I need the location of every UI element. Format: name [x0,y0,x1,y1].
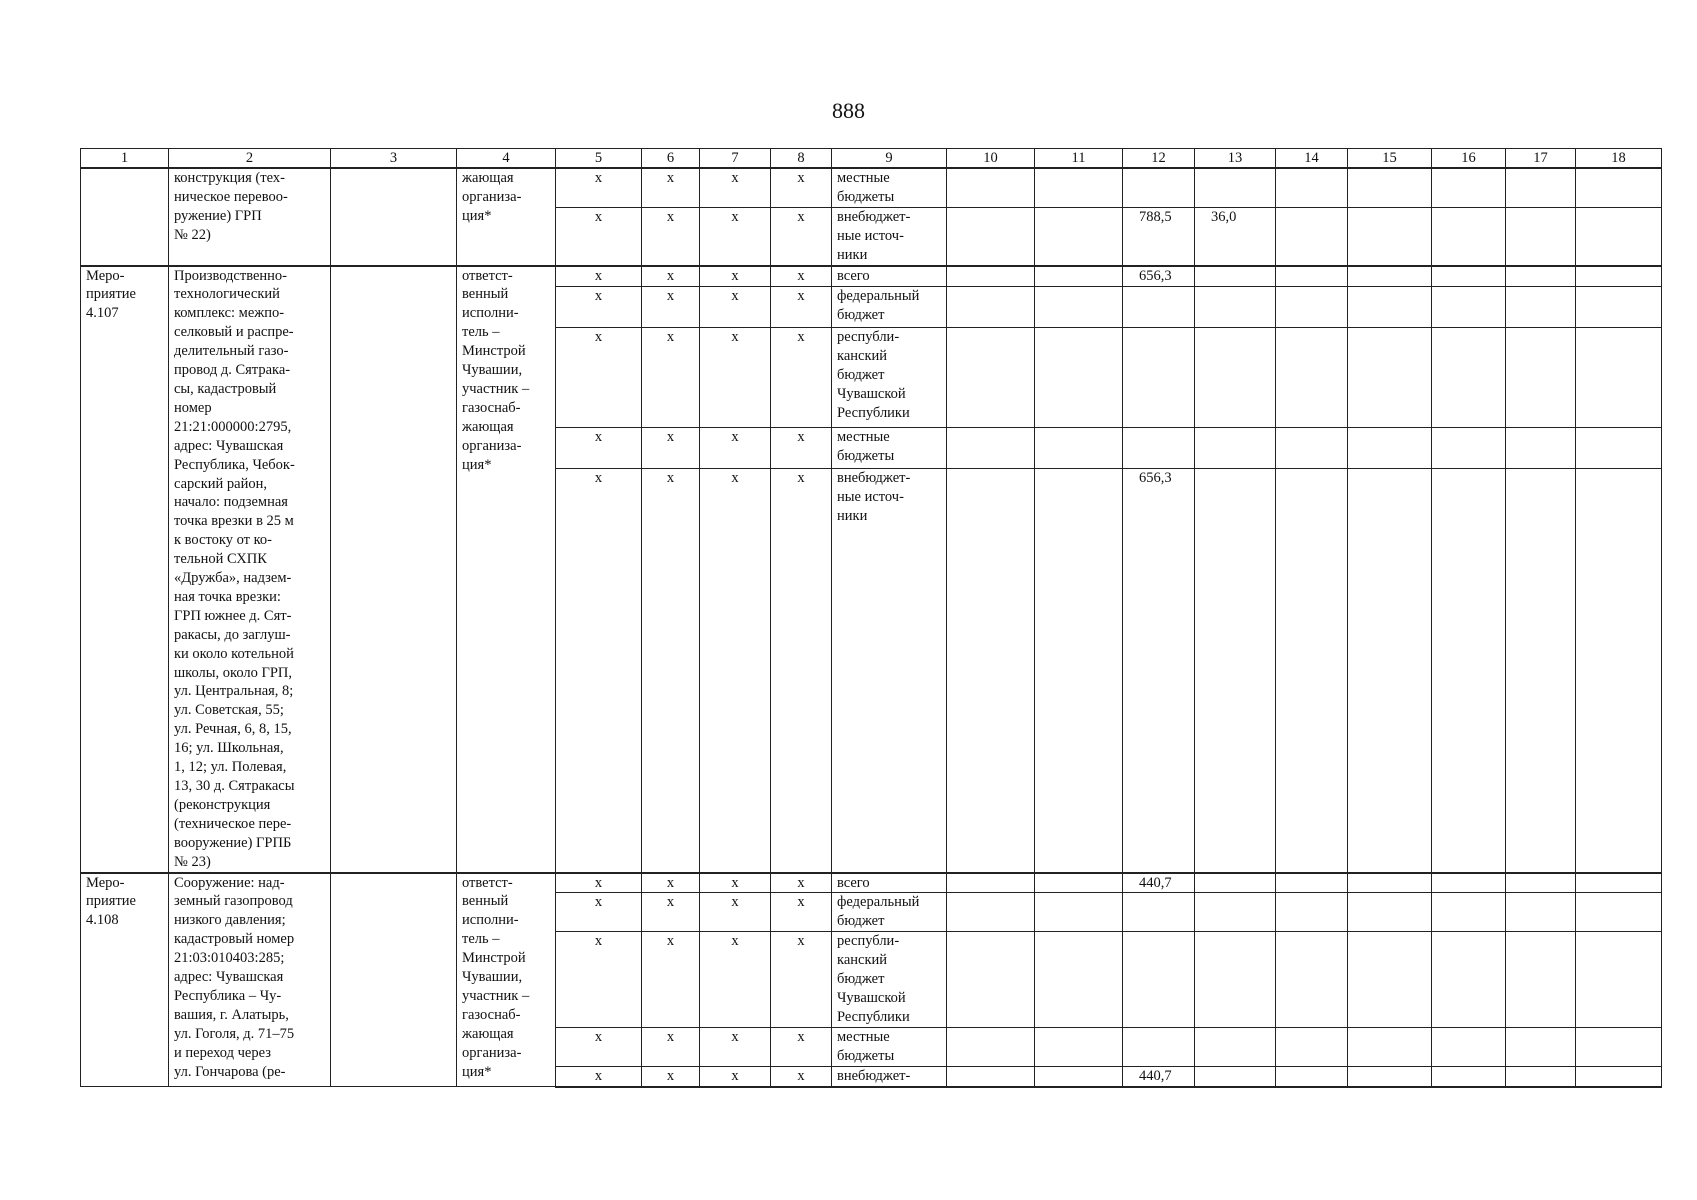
budget-table [80,148,1662,1088]
empty-cell [947,168,1035,207]
mark-cell: х [771,287,832,328]
empty-cell [1348,207,1432,265]
column-header: 18 [1576,149,1662,169]
empty-cell [1576,168,1662,207]
amount-cell [1195,428,1276,469]
empty-cell [1276,266,1348,287]
column-3-cell [331,873,457,1087]
empty-cell [947,428,1035,469]
amount-cell [1195,932,1276,1028]
amount-cell [1123,168,1195,207]
mark-cell: х [700,893,771,932]
empty-cell [1432,1066,1506,1086]
empty-cell [947,328,1035,428]
empty-cell [947,469,1035,873]
mark-cell: х [771,266,832,287]
amount-cell: 36,0 [1195,207,1276,265]
empty-cell [1348,893,1432,932]
empty-cell [1576,932,1662,1028]
empty-cell [1506,266,1576,287]
empty-cell [1576,328,1662,428]
mark-cell: х [556,328,642,428]
funding-source-cell: республи- канский бюджет Чувашской Республики [832,328,947,428]
amount-cell [1195,1066,1276,1086]
empty-cell [1348,1066,1432,1086]
amount-cell [1195,328,1276,428]
column-header: 15 [1348,149,1432,169]
empty-cell [1432,266,1506,287]
mark-cell: х [700,266,771,287]
empty-cell [1432,1027,1506,1066]
empty-cell [1276,873,1348,893]
empty-cell [947,207,1035,265]
measure-id-cell: Меро- приятие 4.108 [81,873,169,1087]
column-header: 16 [1432,149,1506,169]
amount-cell: 656,3 [1123,469,1195,873]
mark-cell: х [700,932,771,1028]
table-row [81,873,1662,893]
funding-source-cell: всего [832,266,947,287]
mark-cell: х [556,469,642,873]
table-row [81,168,1662,207]
empty-cell [1276,287,1348,328]
funding-source-cell: внебюджет- [832,1066,947,1086]
mark-cell: х [642,287,700,328]
empty-cell [1432,328,1506,428]
measure-id-cell: Меро- приятие 4.107 [81,266,169,873]
funding-source-cell: местные бюджеты [832,428,947,469]
amount-cell: 440,7 [1123,873,1195,893]
mark-cell: х [771,207,832,265]
mark-cell: х [556,428,642,469]
amount-cell: 656,3 [1123,266,1195,287]
amount-cell [1123,428,1195,469]
empty-cell [1506,207,1576,265]
column-header: 8 [771,149,832,169]
column-header: 10 [947,149,1035,169]
empty-cell [1576,1066,1662,1086]
empty-cell [1276,328,1348,428]
empty-cell [1035,932,1123,1028]
column-header: 13 [1195,149,1276,169]
mark-cell: х [642,328,700,428]
object-description-cell: Производственно- технологический комплекс: межпо- селковый и распре- делительный газо- провод д. Сятрака- сы, кадастровый номер 21:21:000000:2795, адрес: Чувашская Республика, Чебок- сарский район, начало: подземная точка врезки в 25 м к востоку от ко- тельной СХПК «Дружба», надзем- ная точка врезки: ГРП южнее д. Сят- ракасы, до заглуш- ки около котельной школы, около ГРП, ул. Центральная, 8; ул. Советская, 55; ул. Речная, 6, 8, 15, 16; ул. Школьная, 1, 12; ул. Полевая, 13, 30 д. Сятракасы (реконструкция (техническое пере- вооружение) ГРПБ № 23) [169,266,331,873]
column-header: 1 [81,149,169,169]
amount-cell [1195,266,1276,287]
empty-cell [1506,469,1576,873]
amount-cell [1123,328,1195,428]
amount-cell [1123,287,1195,328]
empty-cell [1432,873,1506,893]
empty-cell [1576,266,1662,287]
empty-cell [1506,893,1576,932]
mark-cell: х [642,207,700,265]
mark-cell: х [700,428,771,469]
column-header: 2 [169,149,331,169]
empty-cell [1035,328,1123,428]
empty-cell [947,1066,1035,1086]
mark-cell: х [700,873,771,893]
column-header: 4 [457,149,556,169]
empty-cell [1576,873,1662,893]
empty-cell [1506,168,1576,207]
object-description-cell: Сооружение: над- земный газопровод низкого давления; кадастровый номер 21:03:010403:285; адрес: Чувашская Республика – Чу- вашия, г. Алатырь, ул. Гоголя, д. 71–75 и переход через ул. Гончарова (ре- [169,873,331,1087]
funding-source-cell: внебюджет- ные источ- ники [832,469,947,873]
mark-cell: х [642,1066,700,1086]
empty-cell [1576,1027,1662,1066]
empty-cell [1348,287,1432,328]
empty-cell [947,893,1035,932]
mark-cell: х [700,1027,771,1066]
funding-source-cell: федеральный бюджет [832,893,947,932]
column-header: 17 [1506,149,1576,169]
amount-cell [1123,1027,1195,1066]
mark-cell: х [771,893,832,932]
empty-cell [1576,469,1662,873]
responsible-executor-cell: ответст- венный исполни- тель – Минстрой Чувашии, участник – газоснаб- жающая организа- ция* [457,266,556,873]
empty-cell [1576,893,1662,932]
empty-cell [1348,1027,1432,1066]
mark-cell: х [556,1066,642,1086]
table-row [81,266,1662,287]
column-header: 14 [1276,149,1348,169]
amount-cell: 788,5 [1123,207,1195,265]
empty-cell [1432,932,1506,1028]
empty-cell [1276,207,1348,265]
empty-cell [1506,1027,1576,1066]
empty-cell [1506,287,1576,328]
empty-cell [1348,873,1432,893]
amount-cell: 440,7 [1123,1066,1195,1086]
funding-source-cell: внебюджет- ные источ- ники [832,207,947,265]
empty-cell [1276,469,1348,873]
column-header: 3 [331,149,457,169]
empty-cell [1035,1066,1123,1086]
column-header: 12 [1123,149,1195,169]
empty-cell [947,932,1035,1028]
amount-cell [1195,168,1276,207]
empty-cell [1035,266,1123,287]
empty-cell [1432,207,1506,265]
empty-cell [1035,1027,1123,1066]
empty-cell [1348,932,1432,1028]
empty-cell [1276,1066,1348,1086]
empty-cell [1035,168,1123,207]
object-description-cell: конструкция (тех- ническое перевоо- ружение) ГРП № 22) [169,168,331,266]
mark-cell: х [642,266,700,287]
empty-cell [1506,428,1576,469]
empty-cell [1506,1066,1576,1086]
amount-cell [1195,873,1276,893]
mark-cell: х [642,469,700,873]
empty-cell [1576,287,1662,328]
empty-cell [1348,328,1432,428]
empty-cell [1348,469,1432,873]
mark-cell: х [556,873,642,893]
page-number: 888 [832,98,865,123]
empty-cell [1506,328,1576,428]
responsible-executor-cell: жающая организа- ция* [457,168,556,266]
empty-cell [1035,469,1123,873]
amount-cell [1195,287,1276,328]
empty-cell [1348,168,1432,207]
empty-cell [1432,287,1506,328]
mark-cell: х [771,1027,832,1066]
mark-cell: х [771,1066,832,1086]
empty-cell [1276,932,1348,1028]
empty-cell [947,873,1035,893]
mark-cell: х [642,932,700,1028]
mark-cell: х [642,1027,700,1066]
mark-cell: х [771,932,832,1028]
funding-source-cell: местные бюджеты [832,1027,947,1066]
mark-cell: х [771,469,832,873]
mark-cell: х [556,207,642,265]
amount-cell [1195,1027,1276,1066]
amount-cell [1195,469,1276,873]
mark-cell: х [700,287,771,328]
empty-cell [1276,168,1348,207]
mark-cell: х [642,428,700,469]
measure-id-cell [81,168,169,266]
mark-cell: х [700,469,771,873]
column-header: 9 [832,149,947,169]
mark-cell: х [700,328,771,428]
mark-cell: х [556,287,642,328]
responsible-executor-cell: ответст- венный исполни- тель – Минстрой Чувашии, участник – газоснаб- жающая организа- ция* [457,873,556,1087]
empty-cell [1432,168,1506,207]
mark-cell: х [556,1027,642,1066]
empty-cell [1035,428,1123,469]
empty-cell [1506,873,1576,893]
amount-cell [1123,893,1195,932]
mark-cell: х [771,873,832,893]
funding-source-cell: республи- канский бюджет Чувашской Республики [832,932,947,1028]
empty-cell [1432,428,1506,469]
empty-cell [947,287,1035,328]
mark-cell: х [700,1066,771,1086]
empty-cell [1035,893,1123,932]
mark-cell: х [771,168,832,207]
amount-cell [1123,932,1195,1028]
mark-cell: х [556,168,642,207]
mark-cell: х [771,428,832,469]
column-3-cell [331,168,457,266]
empty-cell [1506,932,1576,1028]
empty-cell [947,1027,1035,1066]
empty-cell [1348,428,1432,469]
column-header: 6 [642,149,700,169]
mark-cell: х [642,873,700,893]
empty-cell [1035,873,1123,893]
amount-cell [1195,893,1276,932]
empty-cell [1576,428,1662,469]
funding-source-cell: всего [832,873,947,893]
mark-cell: х [642,893,700,932]
mark-cell: х [556,266,642,287]
funding-source-cell: федеральный бюджет [832,287,947,328]
mark-cell: х [642,168,700,207]
column-number-header-row [81,149,1662,169]
funding-source-cell: местные бюджеты [832,168,947,207]
empty-cell [1035,207,1123,265]
mark-cell: х [700,168,771,207]
mark-cell: х [556,893,642,932]
column-header: 11 [1035,149,1123,169]
column-header: 5 [556,149,642,169]
mark-cell: х [771,328,832,428]
empty-cell [1276,893,1348,932]
empty-cell [1276,1027,1348,1066]
mark-cell: х [556,932,642,1028]
mark-cell: х [700,207,771,265]
empty-cell [1432,893,1506,932]
empty-cell [1035,287,1123,328]
empty-cell [1348,266,1432,287]
empty-cell [1276,428,1348,469]
empty-cell [1432,469,1506,873]
empty-cell [1576,207,1662,265]
empty-cell [947,266,1035,287]
column-header: 7 [700,149,771,169]
column-3-cell [331,266,457,873]
